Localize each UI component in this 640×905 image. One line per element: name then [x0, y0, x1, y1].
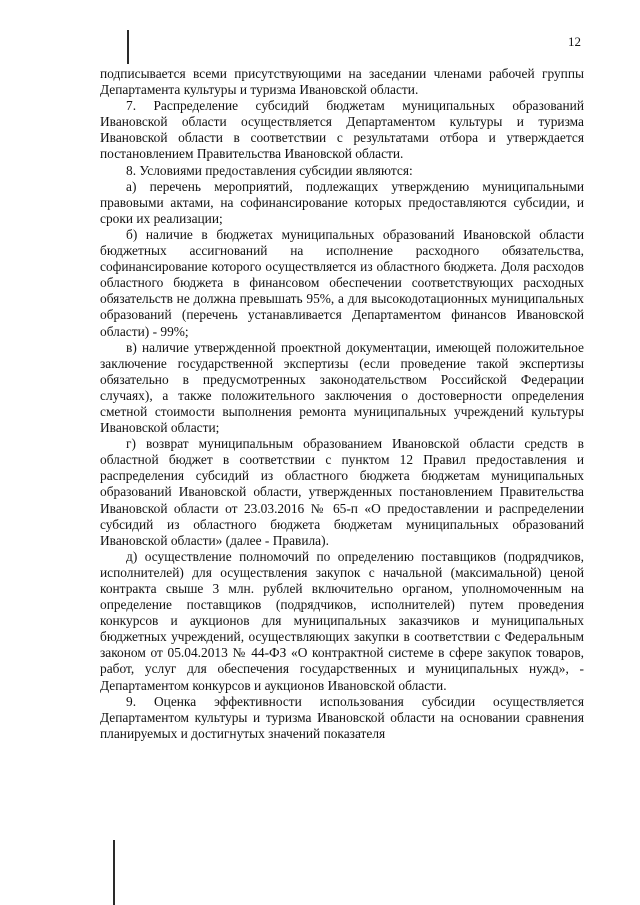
margin-scan-line-top: [127, 30, 129, 64]
paragraph-item-7: 7. Распределение субсидий бюджетам муниципальных образований Ивановской области осуществляется Департаментом культуры и туризма Ивановской области в соответствии с результатами отбора и утверждается постановлением Правительства Ивановской области.: [100, 98, 584, 162]
paragraph-subitem-a: а) перечень мероприятий, подлежащих утверждению муниципальными правовыми актами, на софинансирование которых предоставляются субсидии, и сроки их реализации;: [100, 178, 584, 226]
paragraph-continuation: подписывается всеми присутствующими на заседании членами рабочей группы Департамента культуры и туризма Ивановской области.: [100, 66, 584, 98]
paragraph-subitem-v: в) наличие утвержденной проектной документации, имеющей положительное заключение государственной экспертизы (если проведение такой экспертизы обязательно в предусмотренных законодательством Российской Федерации случаях), а также положительного заключения о достоверности определения сметной стоимости выполнения ремонта муниципальных учреждений культуры Ивановской области;: [100, 339, 584, 436]
document-body: [100, 66, 584, 742]
paragraph-subitem-d: д) осуществление полномочий по определению поставщиков (подрядчиков, исполнителей) для осуществления закупок с начальной (максимальной) ценой контракта свыше 3 млн. рублей включительно органом, уполномоченным на определение поставщиков (подрядчиков, исполнителей) путем проведения конкурсов и аукционов для муниципальных заказчиков и муниципальных бюджетных учреждений, осуществляющих закупки в соответствии с Федеральным законом от 05.04.2013 № 44-ФЗ «О контрактной системе в сфере закупок товаров, работ, услуг для обеспечения государственных и муниципальных нужд», - Департаментом конкурсов и аукционов Ивановской области.: [100, 548, 584, 693]
page-number: 12: [568, 34, 581, 49]
paragraph-item-8: 8. Условиями предоставления субсидии являются:: [126, 162, 413, 178]
paragraph-subitem-b: б) наличие в бюджетах муниципальных образований Ивановской области бюджетных ассигнований на исполнение расходного обязательства, софинансирование которого осуществляется из областного бюджета. Доля расходов областного бюджета в финансовом обеспечении соответствующих расходных обязательств не должна превышать 95%, а для высокодотационных муниципальных образований (перечень устанавливается Департаментом финансов Ивановской области) - 99%;: [100, 226, 584, 339]
paragraph-item-9: 9. Оценка эффективности использования субсидии осуществляется Департаментом культуры и туризма Ивановской области на основании сравнения планируемых и достигнутых значений показателя: [100, 693, 584, 741]
margin-scan-line-bottom: [113, 840, 115, 905]
paragraph-subitem-g: г) возврат муниципальным образованием Ивановской области средств в областной бюджет в соответствии с пунктом 12 Правил предоставления и распределения субсидий из областного бюджета бюджетам муниципальных образований Ивановской области, утвержденных постановлением Правительства Ивановской области от 23.03.2016 № 65-п «О предоставлении и распределении субсидий из областного бюджета бюджетам муниципальных образований Ивановской области» (далее - Правила).: [100, 436, 584, 548]
